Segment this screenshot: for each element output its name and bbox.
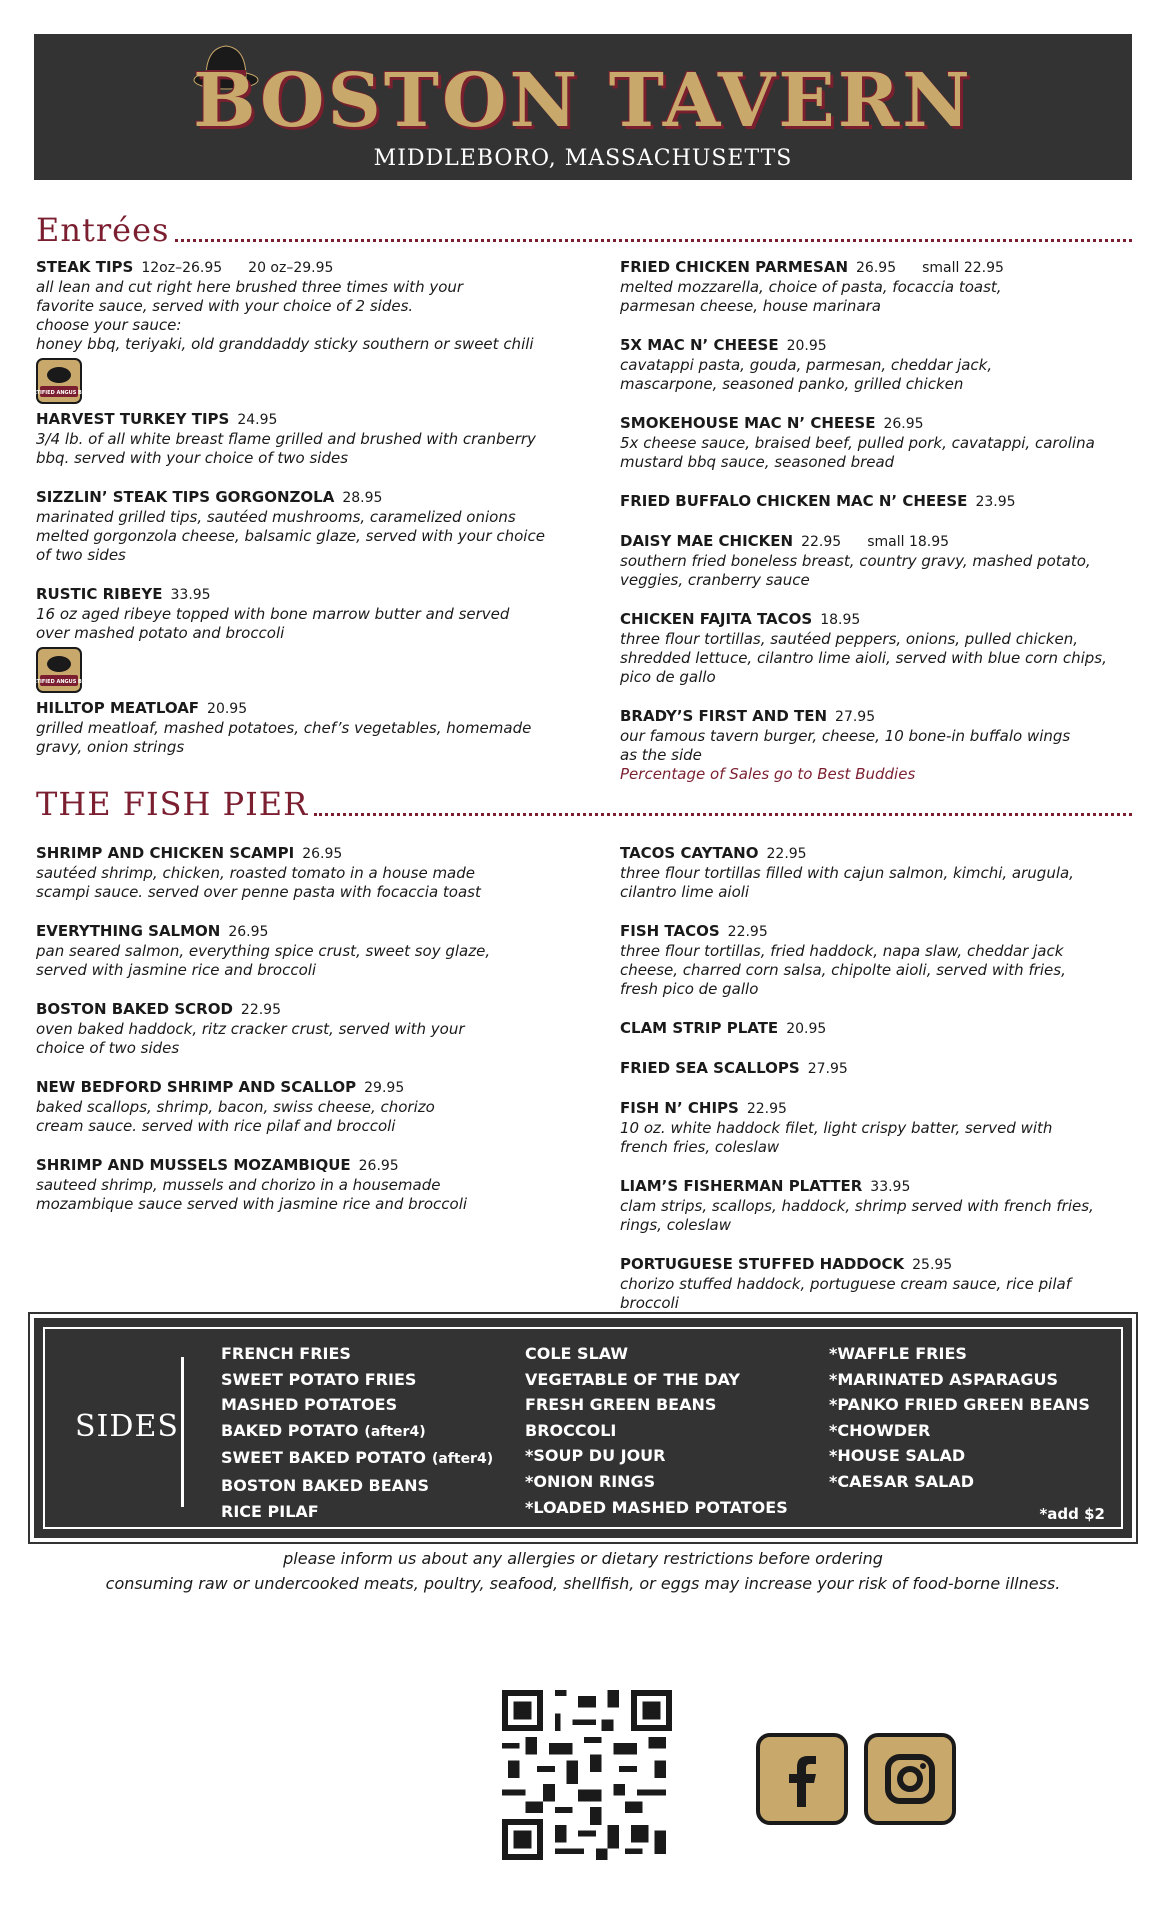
menu-item-name: RUSTIC RIBEYE [36, 585, 163, 603]
menu-item-fried-chicken-parmesan [620, 258, 1160, 316]
side-item-label: COLE SLAW [525, 1344, 629, 1363]
menu-item-header [620, 1019, 1160, 1039]
badge-text: CERTIFIED ANGUS BEEF [25, 390, 93, 396]
menu-item-tacos-caytano [620, 844, 1160, 902]
side-item-fresh-green-beans [525, 1392, 788, 1418]
menu-item-clam-strip-plate [620, 1019, 1160, 1039]
side-item-label: *MARINATED ASPARAGUS [829, 1369, 1059, 1389]
menu-item-alt-price: 20 oz–29.95 [248, 260, 334, 276]
menu-item-description: our famous tavern burger, cheese, 10 bone-in buffalo wings [620, 727, 1071, 745]
side-item-label: FRESH GREEN BEANS [525, 1395, 717, 1415]
menu-item-everything-salmon [36, 922, 576, 980]
menu-item-description: veggies, cranberry sauce [620, 571, 810, 589]
menu-item-price: 20.95 [207, 701, 248, 717]
menu-item-header [620, 1255, 1160, 1275]
menu-item-name: PORTUGUESE STUFFED HADDOCK [620, 1255, 905, 1273]
menu-item-description: sautéed shrimp, chicken, roasted tomato in a house made [36, 864, 475, 882]
side-item-label: SWEET BAKED POTATO [221, 1448, 426, 1468]
menu-item-description: over mashed potato and broccoli [36, 624, 285, 642]
menu-item-description: french fries, coleslaw [620, 1138, 780, 1156]
menu-item-portuguese-stuffed-haddock [620, 1255, 1160, 1313]
menu-item-name: TACOS CAYTANO [620, 844, 759, 862]
menu-item-price: 25.95 [912, 1257, 953, 1273]
menu-item-name: NEW BEDFORD SHRIMP AND SCALLOP [36, 1078, 357, 1096]
menu-item-5x-mac-n-cheese [620, 336, 1160, 394]
menu-item-price: 24.95 [237, 412, 278, 428]
menu-item-price: 33.95 [170, 587, 211, 603]
menu-item-price: 27.95 [807, 1061, 848, 1077]
sides-upcharge-note: *add $2 [1039, 1505, 1105, 1523]
menu-item-description: favorite sauce, served with your choice of 2 sides. [36, 297, 414, 315]
side-item-french-fries [221, 1341, 493, 1367]
menu-item-description: pico de gallo [620, 668, 716, 686]
menu-item-price: 27.95 [835, 709, 876, 725]
menu-item-description: 5x cheese sauce, braised beef, pulled pork, cavatappi, carolina [620, 434, 1095, 452]
menu-item-description: cilantro lime aioli [620, 883, 750, 901]
menu-item-fish-tacos [620, 922, 1160, 999]
menu-item-price: 29.95 [364, 1080, 405, 1096]
menu-item-name: FRIED SEA SCALLOPS [620, 1059, 800, 1077]
menu-item-header [36, 410, 576, 430]
menu-item-name: SIZZLIN’ STEAK TIPS GORGONZOLA [36, 488, 335, 506]
menu-item-description: three flour tortillas, sautéed peppers, onions, pulled chicken, [620, 630, 1079, 648]
menu-item-header [620, 707, 1160, 727]
menu-item-shrimp-and-chicken-scampi [36, 844, 576, 902]
menu-item-description: three flour tortillas, fried haddock, napa slaw, cheddar jack [620, 942, 1064, 960]
food-safety-notice: consuming raw or undercooked meats, poultry, seafood, shellfish, or eggs may increase your risk of food-borne illness. [105, 1574, 1061, 1593]
menu-item-name: FRIED BUFFALO CHICKEN MAC N’ CHEESE [620, 492, 968, 510]
menu-item-header [36, 922, 576, 942]
instagram-icon [868, 1737, 952, 1821]
menu-item-name: FISH N’ CHIPS [620, 1099, 739, 1117]
restaurant-location: MIDDLEBORO, MASSACHUSETTS [373, 146, 793, 171]
side-item-marinated-asparagus [829, 1367, 1090, 1393]
menu-item-boston-baked-scrod [36, 1000, 576, 1058]
side-item-soup-du-jour [525, 1443, 788, 1469]
side-item-house-salad [829, 1443, 1090, 1469]
menu-item-header [36, 699, 576, 719]
side-item-caesar-salad [829, 1469, 1090, 1495]
side-item-label: BROCCOLI [525, 1420, 617, 1440]
certified-angus-beef-badge [25, 358, 93, 404]
side-item-label: BOSTON BAKED BEANS [221, 1475, 429, 1495]
menu-item-price: 26.95 [302, 846, 343, 862]
menu-item-price: 26.95 [856, 260, 897, 276]
menu-item-price: 12oz–26.95 [141, 260, 223, 276]
side-item-loaded-mashed-potatoes [525, 1495, 788, 1521]
menu-item-alt-price: small 22.95 [922, 260, 1004, 276]
menu-item-header [620, 1059, 1160, 1079]
charity-note: Percentage of Sales go to Best Buddies [620, 765, 916, 783]
menu-item-description: mozambique sauce served with jasmine rice and broccoli [36, 1195, 468, 1213]
menu-item-header [620, 336, 1160, 356]
dotted-divider [314, 813, 1132, 816]
menu-item-brady-s-first-and-ten [620, 707, 1160, 784]
certified-angus-beef-badge [25, 647, 93, 693]
allergy-notice: please inform us about any allergies or dietary restrictions before ordering [283, 1549, 883, 1568]
menu-item-description: 16 oz aged ribeye topped with bone marrow butter and served [36, 605, 510, 623]
side-item-onion-rings [525, 1469, 788, 1495]
menu-item-price: 22.95 [766, 846, 807, 862]
menu-item-header [620, 1177, 1160, 1197]
side-item-label: SWEET POTATO FRIES [221, 1369, 417, 1389]
menu-item-description: 10 oz. white haddock filet, light crispy batter, served with [620, 1119, 1053, 1137]
menu-item-name: EVERYTHING SALMON [36, 922, 221, 940]
menu-item-description: scampi sauce. served over penne pasta with focaccia toast [36, 883, 481, 901]
side-item-rice-pilaf [221, 1499, 493, 1525]
menu-item-price: 26.95 [358, 1158, 399, 1174]
menu-item-name: HARVEST TURKEY TIPS [36, 410, 230, 428]
side-item-label: *CAESAR SALAD [829, 1471, 974, 1491]
side-item-vegetable-of-the-day [525, 1367, 788, 1393]
menu-item-description: all lean and cut right here brushed three times with your [36, 278, 464, 296]
menu-item-name: CHICKEN FAJITA TACOS [620, 610, 813, 628]
menu-item-name: CLAM STRIP PLATE [620, 1019, 779, 1037]
side-item-label: *ONION RINGS [525, 1471, 656, 1491]
menu-item-name: STEAK TIPS [36, 258, 134, 276]
menu-item-price: 20.95 [786, 1021, 827, 1037]
menu-item-description: grilled meatloaf, mashed potatoes, chef’s vegetables, homemade [36, 719, 532, 737]
menu-item-header [620, 844, 1160, 864]
menu-item-header [620, 610, 1160, 630]
menu-item-header [36, 1000, 576, 1020]
menu-item-description: oven baked haddock, ritz cracker crust, served with your [36, 1020, 465, 1038]
menu-item-header [36, 1078, 576, 1098]
menu-item-fish-n-chips [620, 1099, 1160, 1157]
menu-item-description: pan seared salmon, everything spice crust, sweet soy glaze, [36, 942, 491, 960]
entrees-heading [36, 206, 1132, 249]
menu-item-description: gravy, onion strings [36, 738, 185, 756]
menu-item-description: three flour tortillas filled with cajun salmon, kimchi, arugula, [620, 864, 1074, 882]
fish-pier-title: THE FISH PIER [36, 785, 309, 823]
menu-item-shrimp-and-mussels-mozambique [36, 1156, 576, 1214]
sides-panel [34, 1318, 1132, 1538]
menu-item-header [36, 844, 576, 864]
menu-item-header [620, 258, 1160, 278]
menu-item-description: 3/4 lb. of all white breast flame grilled and brushed with cranberry [36, 430, 536, 448]
menu-item-name: SHRIMP AND CHICKEN SCAMPI [36, 844, 295, 862]
menu-item-description: served with jasmine rice and broccoli [36, 961, 317, 979]
menu-item-description: bbq. served with your choice of two sides [36, 449, 349, 467]
menu-item-alt-price: small 18.95 [867, 534, 950, 550]
restaurant-name: BOSTON TAVERN [193, 58, 973, 144]
menu-item-chicken-fajita-tacos [620, 610, 1160, 687]
menu-item-price: 18.95 [820, 612, 861, 628]
menu-item-name: 5X MAC N’ CHEESE [620, 336, 779, 354]
entrees-left-column [25, 258, 576, 777]
menu-item-name: LIAM’S FISHERMAN PLATTER [620, 1177, 863, 1195]
entrees-right-column [620, 258, 1160, 804]
menu-item-description: parmesan cheese, house marinara [620, 297, 881, 315]
side-item-label: VEGETABLE OF THE DAY [525, 1369, 740, 1389]
menu-item-name: DAISY MAE CHICKEN [620, 532, 794, 550]
side-item-label: *LOADED MASHED POTATOES [525, 1497, 788, 1517]
fish-left-column [36, 844, 576, 1234]
side-item-chowder [829, 1418, 1090, 1444]
qr-code-icon[interactable] [502, 1690, 672, 1860]
side-item-label: *SOUP DU JOUR [525, 1446, 666, 1466]
menu-item-description: southern fried boneless breast, country gravy, mashed potato, [620, 552, 1091, 570]
sides-column-3 [829, 1341, 1090, 1495]
side-item-label: FRENCH FRIES [221, 1344, 351, 1363]
menu-item-price: 20.95 [786, 338, 827, 354]
menu-item-description: mustard bbq sauce, seasoned bread [620, 453, 895, 471]
menu-item-description: fresh pico de gallo [620, 980, 759, 998]
menu-item-description: honey bbq, teriyaki, old granddaddy sticky southern or sweet chili [36, 335, 534, 353]
menu-item-description: baked scallops, shrimp, bacon, swiss cheese, chorizo [36, 1098, 435, 1116]
menu-item-description: mascarpone, seasoned panko, grilled chicken [620, 375, 964, 393]
facebook-icon [760, 1737, 844, 1821]
menu-item-smokehouse-mac-n-cheese [620, 414, 1160, 472]
side-item-label: RICE PILAF [221, 1501, 319, 1521]
menu-item-description: clam strips, scallops, haddock, shrimp served with french fries, [620, 1197, 1094, 1215]
menu-item-description: choice of two sides [36, 1039, 180, 1057]
side-item-availability: (after4) [431, 1451, 494, 1468]
menu-item-description: rings, coleslaw [620, 1216, 731, 1234]
header-banner [34, 34, 1132, 180]
side-item-sweet-baked-potato [221, 1445, 493, 1473]
menu-item-sizzlin-steak-tips-gorgonzola [36, 488, 576, 565]
side-item-panko-fried-green-beans [829, 1392, 1090, 1418]
menu-item-price: 22.95 [801, 534, 842, 550]
menu-item-description: cheese, charred corn salsa, chipolte aioli, served with fries, [620, 961, 1066, 979]
side-item-label: *PANKO FRIED GREEN BEANS [829, 1395, 1090, 1415]
menu-item-header [620, 1099, 1160, 1119]
menu-item-description: chorizo stuffed haddock, portuguese cream sauce, rice pilaf [620, 1275, 1071, 1293]
side-item-cole-slaw [525, 1341, 788, 1367]
menu-item-price: 26.95 [883, 416, 924, 432]
menu-item-name: BOSTON BAKED SCROD [36, 1000, 233, 1018]
side-item-mashed-potatoes [221, 1392, 493, 1418]
menu-item-header [36, 258, 576, 278]
menu-item-steak-tips [25, 258, 576, 404]
menu-item-fried-sea-scallops [620, 1059, 1160, 1079]
menu-item-description: choose your sauce: [36, 316, 182, 334]
menu-item-liam-s-fisherman-platter [620, 1177, 1160, 1235]
side-item-label: *WAFFLE FRIES [829, 1344, 967, 1363]
dotted-divider [175, 239, 1132, 242]
menu-item-description: shredded lettuce, cilantro lime aioli, served with blue corn chips, [620, 649, 1107, 667]
menu-item-header [36, 488, 576, 508]
menu-item-description: cavatappi pasta, gouda, parmesan, cheddar jack, [620, 356, 993, 374]
menu-item-price: 22.95 [746, 1101, 787, 1117]
side-item-availability: (after4) [364, 1423, 426, 1440]
side-item-waffle-fries [829, 1341, 1090, 1367]
side-item-label: BAKED POTATO [221, 1420, 359, 1440]
menu-item-header [620, 922, 1160, 942]
side-item-label: *CHOWDER [829, 1420, 931, 1440]
menu-item-description: sauteed shrimp, mussels and chorizo in a housemade [36, 1176, 441, 1194]
side-item-broccoli [525, 1418, 788, 1444]
menu-item-name: FRIED CHICKEN PARMESAN [620, 258, 849, 276]
menu-item-price: 22.95 [240, 1002, 281, 1018]
menu-item-price: 33.95 [870, 1179, 911, 1195]
menu-item-new-bedford-shrimp-and-scallop [36, 1078, 576, 1136]
fish-pier-heading [36, 780, 1132, 823]
instagram-button[interactable] [864, 1733, 956, 1825]
menu-item-price: 26.95 [228, 924, 269, 940]
menu-item-fried-buffalo-chicken-mac-n-cheese [620, 492, 1160, 512]
menu-item-description: cream sauce. served with rice pilaf and broccoli [36, 1117, 396, 1135]
menu-item-header [36, 585, 576, 605]
sides-column-1 [221, 1341, 493, 1524]
sides-column-2 [525, 1341, 788, 1520]
side-item-baked-potato [221, 1418, 493, 1446]
menu-item-description: broccoli [620, 1294, 679, 1312]
menu-item-header [36, 1156, 576, 1176]
side-item-sweet-potato-fries [221, 1367, 493, 1393]
menu-item-price: 22.95 [727, 924, 768, 940]
entrees-title: Entrées [36, 211, 170, 249]
menu-item-description: melted gorgonzola cheese, balsamic glaze, served with your choice [36, 527, 545, 545]
sides-divider [181, 1357, 184, 1507]
menu-item-header [620, 492, 1160, 512]
menu-item-name: HILLTOP MEATLOAF [36, 699, 200, 717]
facebook-button[interactable] [756, 1733, 848, 1825]
menu-item-header [620, 414, 1160, 434]
sides-title: SIDES [75, 1409, 179, 1444]
menu-item-description: as the side [620, 746, 702, 764]
side-item-boston-baked-beans [221, 1473, 493, 1499]
menu-item-description: of two sides [36, 546, 126, 564]
menu-item-harvest-turkey-tips [36, 410, 576, 468]
menu-item-price: 28.95 [342, 490, 383, 506]
badge-text: CERTIFIED ANGUS BEEF [25, 679, 93, 685]
menu-item-price: 23.95 [975, 494, 1016, 510]
menu-item-rustic-ribeye [25, 585, 576, 693]
menu-item-name: BRADY’S FIRST AND TEN [620, 707, 828, 725]
menu-item-name: SMOKEHOUSE MAC N’ CHEESE [620, 414, 876, 432]
menu-item-name: SHRIMP AND MUSSELS MOZAMBIQUE [36, 1156, 351, 1174]
side-item-label: MASHED POTATOES [221, 1395, 398, 1415]
menu-item-description: marinated grilled tips, sautéed mushrooms, caramelized onions [36, 508, 516, 526]
menu-item-description: melted mozzarella, choice of pasta, focaccia toast, [620, 278, 1002, 296]
menu-item-daisy-mae-chicken [620, 532, 1160, 590]
menu-item-header [620, 532, 1160, 552]
fish-right-column [620, 844, 1160, 1333]
menu-item-hilltop-meatloaf [36, 699, 576, 757]
side-item-label: *HOUSE SALAD [829, 1446, 966, 1466]
menu-item-name: FISH TACOS [620, 922, 720, 940]
